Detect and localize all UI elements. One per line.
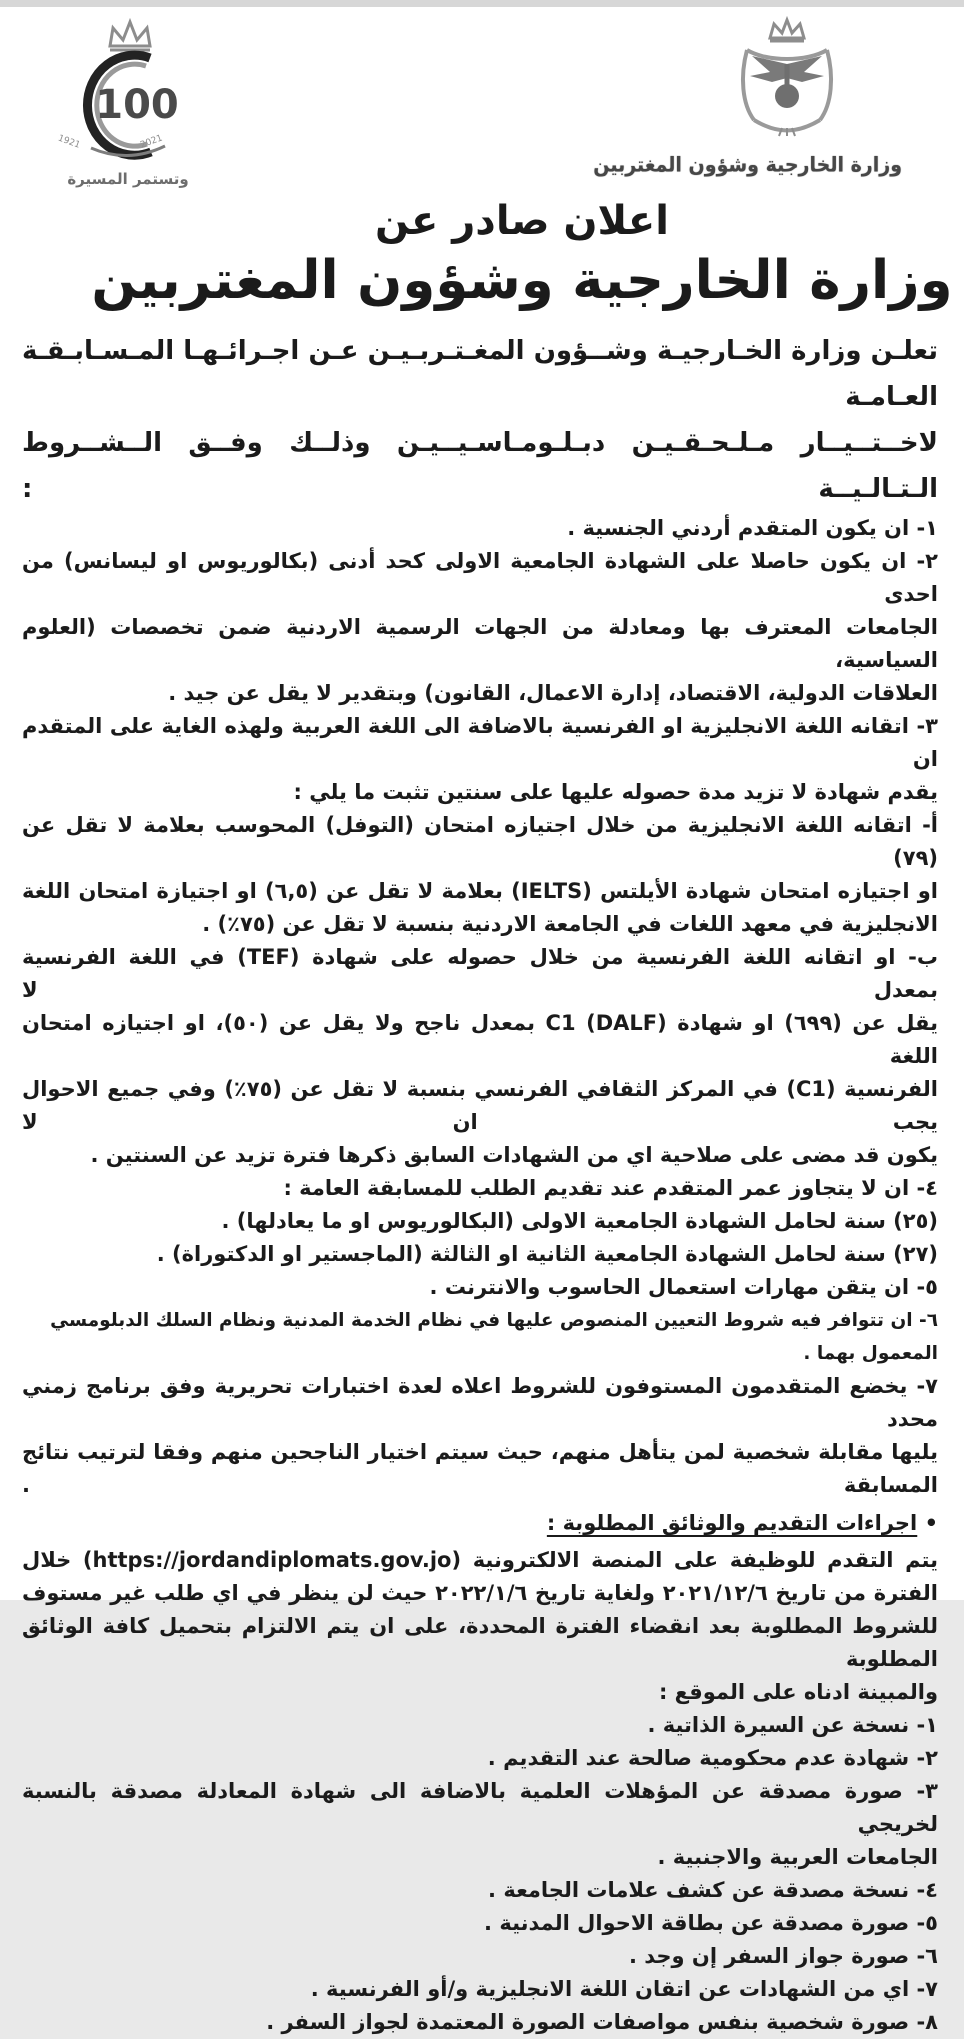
centennial-100-icon [53, 12, 203, 164]
text-line: ٢- شهادة عدم محكومية صالحة عند التقديم . [487, 1746, 938, 1770]
text-line: والمبينة ادناه على الموقع : [658, 1680, 938, 1704]
section-heading-text: اجراءات التقديم والوثائق المطلوبة : [546, 1511, 918, 1535]
centennial-slogan: وتستمر المسيرة [67, 170, 189, 188]
bullet-icon: • [917, 1511, 938, 1535]
text-line: ٥- ان يتقن مهارات استعمال الحاسوب والانترنت . [429, 1275, 938, 1299]
centennial-number: 100 [95, 82, 179, 128]
text-line: ٤- نسخة مصدقة عن كشف علامات الجامعة . [488, 1878, 938, 1902]
ministry-title: وزارة الخارجية وشؤون المغتربين [91, 250, 953, 311]
text-line: ب- او اتقانه اللغة الفرنسية من خلال حصوله على شهادة (TEF) في اللغة الفرنسية بمعدل لا [22, 945, 938, 1002]
royal-crest-icon [692, 16, 882, 144]
text-line: ٣- صورة مصدقة عن المؤهلات العلمية بالاضافة الى شهادة المعادلة مصدقة بالنسبة لخريجي [22, 1779, 938, 1836]
royal-hashemite-crest [593, 16, 902, 177]
text-line: يكون قد مضى على صلاحية اي من الشهادات السابق ذكرها فترة تزيد عن السنتين . [90, 1143, 938, 1167]
text-line: الجامعات المعترف بها ومعادلة من الجهات الرسمية الاردنية ضمن تخصصات (العلوم السياسية، [22, 615, 938, 672]
text-line: الفرنسية (C1) في المركز الثقافي الفرنسي بنسبة لا تقل عن (٧٥٪) وفي جميع الاحوال يجب ان لا [22, 1077, 938, 1134]
text-line: يتم التقدم للوظيفة على المنصة الالكترونية (https://jordandiplomats.gov.jo) خلال [22, 1548, 938, 1572]
text-line: ٧- اي من الشهادات عن اتقان اللغة الانجليزية و/أو الفرنسية . [310, 1977, 938, 2001]
text-line: ٦- صورة جواز السفر إن وجد . [629, 1944, 938, 1968]
text-line: يقدم شهادة لا تزيد مدة حصوله عليها على سنتين تثبت ما يلي : [293, 780, 938, 804]
ministry-calligraphy: وزارة الخارجية وشؤون المغتربين [593, 153, 902, 177]
text-line: الفترة من تاريخ ٢٠٢١/١٢/٦ ولغاية تاريخ ٢٠٢٢/١/٦ حيث لن ينظر في اي طلب غير مستوف [22, 1581, 938, 1605]
body-lines [0, 314, 964, 2039]
text-line: يقل عن (٦٩٩) او شهادة C1 (DALF) بمعدل ناجح ولا يقل عن (٥٠)، او اجتيازه امتحان اللغة [22, 1011, 938, 1068]
text-line: ٧- يخضع المتقدمون المستوفون للشروط اعلاه لعدة اختبارات تحريرية وفق برنامج زمني محدد [22, 1374, 938, 1431]
text-line: يليها مقابلة شخصية لمن يتأهل منهم، حيث سيتم اختيار الناجحين منهم وفقا لترتيب نتائج المسابقة . [22, 1440, 938, 1497]
centennial-year-right: 2021 [139, 133, 165, 151]
text-line: (٢٧) سنة لحامل الشهادة الجامعية الثانية او الثالثة (الماجستير او الدكتوراة) . [156, 1242, 938, 1266]
text-line: الجامعات العربية والاجنبية . [657, 1845, 938, 1869]
text-line: ٨- صورة شخصية بنفس مواصفات الصورة المعتمدة لجواز السفر . [266, 2010, 938, 2034]
text-line: ٤- ان لا يتجاوز عمر المتقدم عند تقديم الطلب للمسابقة العامة : [283, 1176, 938, 1200]
text-line: للشروط المطلوبة بعد انقضاء الفترة المحددة، على ان يتم الالتزام بتحميل كافة الوثائق المطلوبة [22, 1614, 938, 1671]
text-line: لاخــتــيــار مـلـحـقـيـن دبـلـومـاسـيــيـن وذلــك وفــق الــشــروط الـتـالـيــة : [22, 428, 938, 504]
text-line: ١- نسخة عن السيرة الذاتية . [647, 1713, 938, 1737]
text-line: او اجتيازه امتحان شهادة الأيلتس (IELTS) بعلامة لا تقل عن (٦,٥) او اجتيازة امتحان اللغة [22, 879, 939, 903]
text-line: (٢٥) سنة لحامل الشهادة الجامعية الاولى (البكالوريوس او ما يعادلها) . [221, 1209, 938, 1233]
text-line: العلاقات الدولية، الاقتصاد، إدارة الاعمال، القانون) وبتقدير لا يقل عن جيد . [168, 681, 938, 705]
centennial-year-left: 1921 [56, 133, 82, 151]
jordan-centennial-logo [28, 12, 228, 188]
text-line: أ- اتقانه اللغة الانجليزية من خلال اجتيازه امتحان (التوفل) المحوسب بعلامة لا تقل عن (٧٩) [22, 813, 938, 870]
text-line: الانجليزية في معهد اللغات في الجامعة الاردنية بنسبة لا تقل عن (٧٥٪) . [202, 912, 938, 936]
text-line: ٢- ان يكون حاصلا على الشهادة الجامعية الاولى كحد أدنى (بكالوريوس او ليسانس) من احدى [22, 549, 938, 606]
text-line: ١- ان يكون المتقدم أردني الجنسية . [567, 516, 938, 540]
text-line: ٣- اتقانه اللغة الانجليزية او الفرنسية بالاضافة الى اللغة العربية ولهذه الغاية على المتقدم ان [22, 714, 938, 771]
header [0, 0, 964, 196]
section-heading [22, 1507, 938, 1540]
announcement-title: اعلان صادر عن [375, 198, 669, 244]
text-line: ٦- ان تتوافر فيه شروط التعيين المنصوص عليها في نظام الخدمة المدنية ونظام السلك الدبلومسي المعمول بهما . [50, 1310, 938, 1364]
text-line: تعلـن وزارة الخـارجيـة وشــؤون المغـتـربـيـن عـن اجـرائـهـا المـسـابـقـة العـامـة [22, 336, 938, 412]
text-line: ٥- صورة مصدقة عن بطاقة الاحوال المدنية . [484, 1911, 938, 1935]
